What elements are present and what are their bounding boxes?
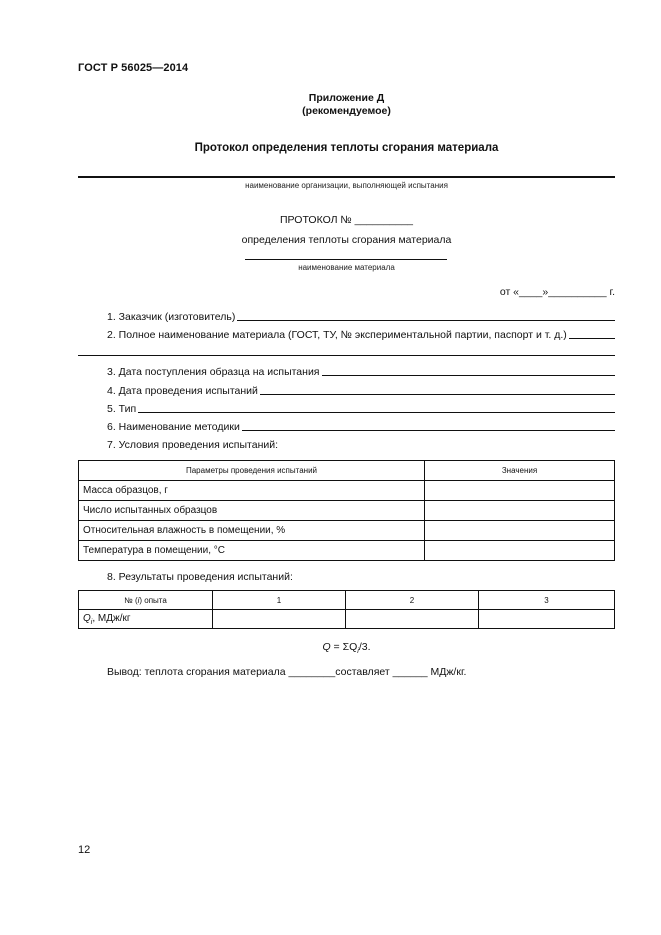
protocol-heading: ПРОТОКОЛ № __________: [279, 214, 414, 226]
standard-number: ГОСТ Р 56025—2014: [78, 62, 189, 74]
field-method-line: [242, 429, 615, 431]
results-header-col-1: 1: [213, 591, 346, 610]
results-header-pre: № (: [124, 595, 138, 605]
condition-label: Температура в помещении, °С: [79, 541, 425, 561]
condition-value-cell: [425, 501, 615, 521]
conditions-table-header: [79, 461, 615, 481]
results-row-sub: i: [90, 618, 93, 626]
results-row-label: [79, 610, 213, 629]
organization-caption: наименование организации, выполняющей испытания: [245, 181, 448, 190]
field-type: [107, 403, 615, 415]
material-line: [245, 259, 447, 260]
page-number: 12: [78, 844, 91, 856]
field-receipt-date-line: [322, 374, 616, 376]
field-customer-label: 1. Заказчик (изготовитель): [107, 311, 236, 323]
results-table-header: [79, 591, 615, 610]
organization-line: [78, 176, 615, 178]
field-test-date-label: 4. Дата проведения испытаний: [107, 385, 258, 397]
table-row: [79, 501, 615, 521]
conclusion: Вывод: теплота сгорания материала ________составляет ______ МДж/кг.: [107, 666, 467, 678]
field-full-name: [107, 329, 615, 341]
field-customer: [107, 311, 615, 323]
material-caption: наименование материала: [298, 263, 395, 272]
field-type-label: 5. Тип: [107, 403, 137, 415]
table-row: [79, 541, 615, 561]
formula-lhs: Q: [322, 641, 331, 653]
field-test-date-line: [260, 393, 615, 395]
results-row-unit: , МДж/кг: [92, 612, 131, 624]
condition-label: Масса образцов, г: [79, 481, 425, 501]
field-full-name-line: [569, 337, 615, 339]
results-header-experiment: [79, 591, 213, 610]
field-conditions-label: 7. Условия проведения испытаний:: [107, 439, 279, 451]
formula-mid: = ΣQ: [330, 641, 358, 653]
document-title: Протокол определения теплоты сгорания материала: [194, 142, 499, 154]
field-full-name-label: 2. Полное наименование материала (ГОСТ, ТУ, № экспериментальной партии, паспорт и т. д.): [107, 329, 567, 341]
results-header-col-3: 3: [479, 591, 615, 610]
condition-value-cell: [425, 541, 615, 561]
table-row: [79, 610, 615, 629]
table-row: [79, 481, 615, 501]
appendix-subtitle: (рекомендуемое): [302, 105, 391, 117]
results-header-post: ) опыта: [139, 595, 167, 605]
results-table: [78, 590, 615, 629]
results-header-col-2: 2: [346, 591, 479, 610]
protocol-subheading: определения теплоты сгорания материала: [241, 234, 452, 246]
results-header-var: i: [137, 595, 140, 605]
table-row: [79, 521, 615, 541]
condition-value-cell: [425, 481, 615, 501]
field-method-label: 6. Наименование методики: [107, 421, 240, 433]
formula-tail: /3.: [358, 641, 371, 653]
field-type-line: [138, 411, 615, 413]
field-receipt-date-label: 3. Дата поступления образца на испытания: [107, 366, 320, 378]
condition-value-cell: [425, 521, 615, 541]
formula: [78, 641, 615, 655]
result-cell-1: [213, 610, 346, 629]
conditions-header-values: Значения: [425, 461, 615, 481]
field-method: [107, 421, 615, 433]
field-test-date: [107, 385, 615, 397]
field-receipt-date: [107, 366, 615, 378]
result-cell-3: [479, 610, 615, 629]
full-name-continuation-line: [78, 355, 615, 356]
condition-label: Число испытанных образцов: [79, 501, 425, 521]
field-customer-line: [237, 319, 615, 321]
protocol-date: от «____»__________ г.: [499, 286, 615, 298]
result-cell-2: [346, 610, 479, 629]
conditions-table: [78, 460, 615, 561]
conditions-header-parameters: Параметры проведения испытаний: [79, 461, 425, 481]
results-row-var: Q: [83, 612, 91, 624]
appendix-header: [78, 92, 615, 118]
appendix-title: Приложение Д: [308, 92, 385, 104]
formula-sub: i: [357, 648, 359, 656]
results-label: 8. Результаты проведения испытаний:: [107, 571, 293, 583]
condition-label: Относительная влажность в помещении, %: [79, 521, 425, 541]
